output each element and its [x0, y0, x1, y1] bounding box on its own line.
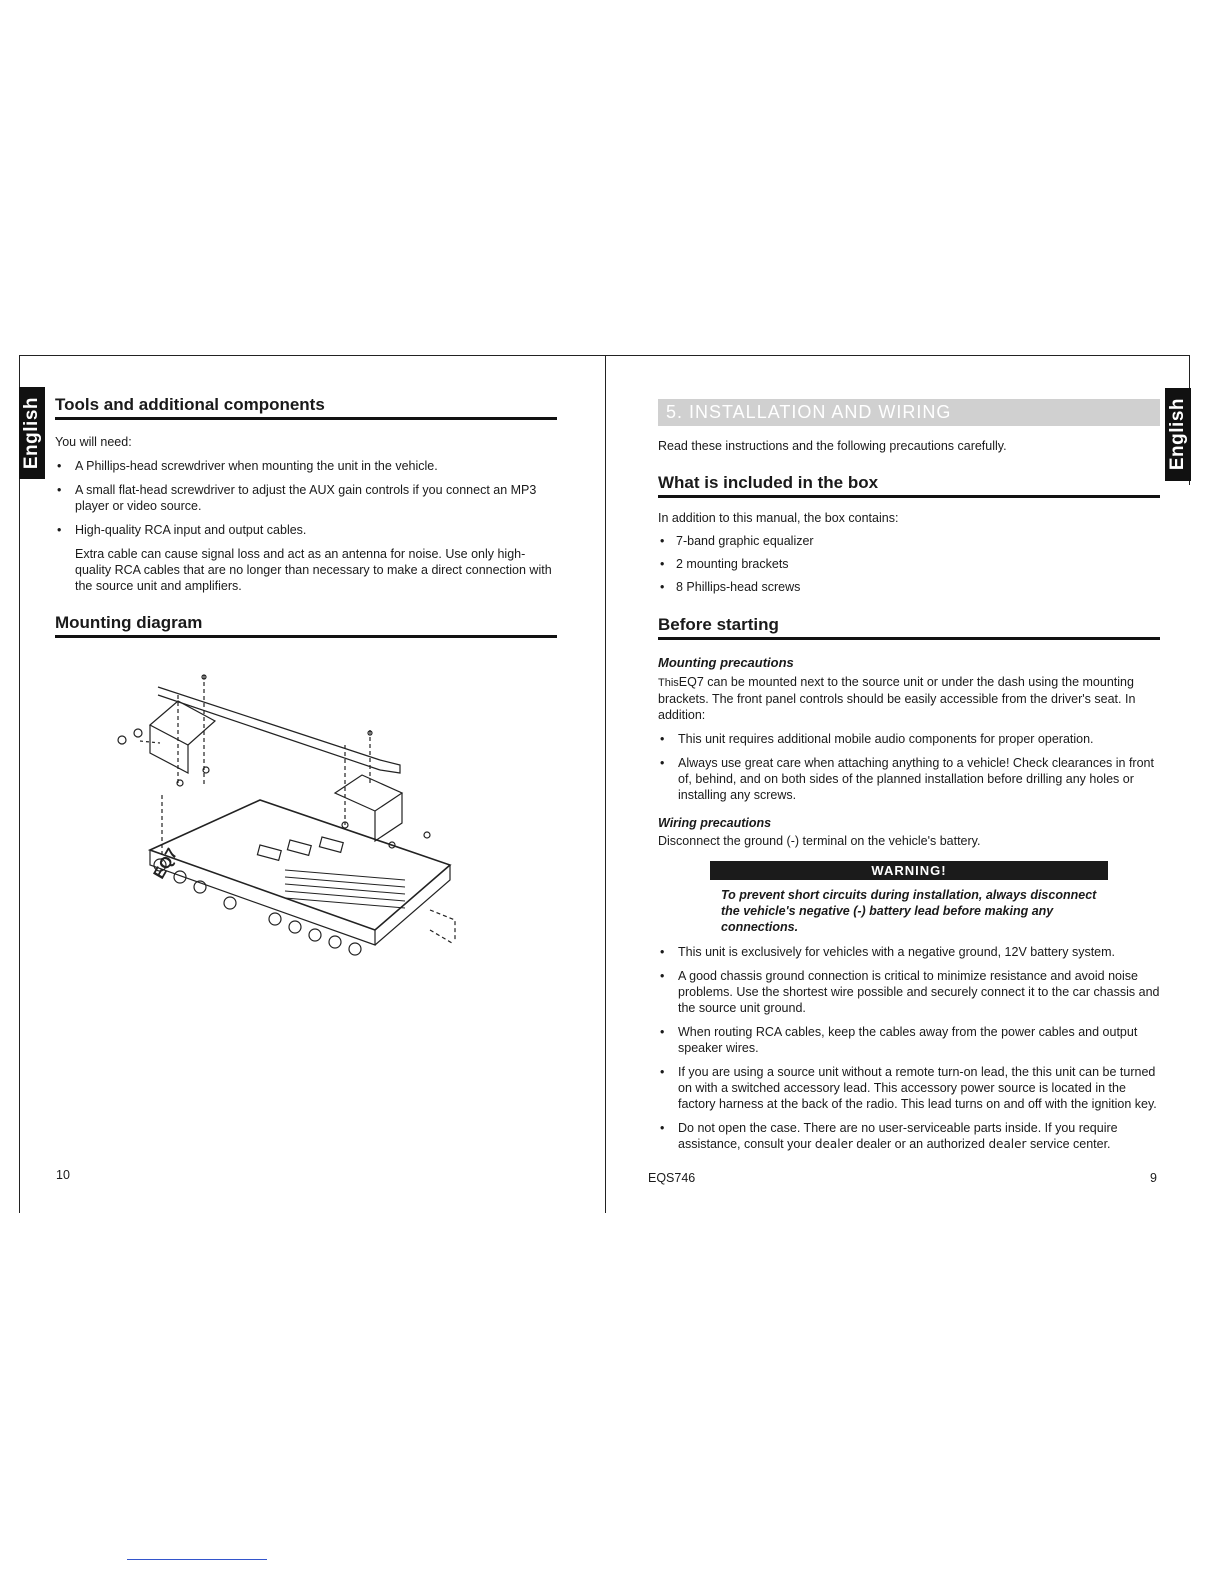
included-intro: In addition to this manual, the box contains:: [658, 511, 899, 525]
list-item: • 8 Phillips-head screws: [658, 579, 1160, 595]
mounting-diagram: [100, 665, 480, 1005]
language-tab-label: English: [1167, 398, 1188, 471]
mounting-precautions-prefix: This: [658, 677, 679, 689]
left-page: [55, 395, 557, 638]
list-item: • If you are using a source unit without a remote turn-on lead, the this unit can be turned on with a switched accessory lead. This accessory power source is located in the factory harness at the back of the radio. This lead turns on and off with the ignition key.: [658, 1064, 1160, 1112]
list-item: • This unit requires additional mobile audio components for proper operation.: [658, 731, 1160, 747]
tools-list: [55, 458, 557, 538]
list-item: • A Phillips-head screwdriver when mounting the unit in the vehicle.: [55, 458, 557, 474]
page-number-right: 9: [1150, 1171, 1157, 1185]
language-tab-right: [1165, 388, 1191, 481]
model-number: EQS746: [648, 1171, 696, 1185]
included-list: [658, 533, 1160, 595]
included-heading: What is included in the box: [658, 473, 1160, 498]
last-item-text-c: service center.: [1029, 1137, 1111, 1151]
section-banner: 5. INSTALLATION AND WIRING: [658, 399, 1160, 426]
wiring-precautions-text: Disconnect the ground (-) terminal on the vehicle's battery.: [658, 834, 981, 848]
page-spread-divider: [605, 355, 606, 1213]
language-tab-label: English: [21, 396, 42, 470]
before-starting-heading: Before starting: [658, 615, 1160, 640]
last-item-text-b: dealer or an authorized: [856, 1137, 985, 1151]
warning-text: To prevent short circuits during installation, always disconnect the vehicle's negative (-) battery lead before making any connections.: [721, 888, 1097, 934]
list-item: • A small flat-head screwdriver to adjust the AUX gain controls if you connect an MP3 player or video source.: [55, 482, 557, 514]
list-item: • High-quality RCA input and output cables.: [55, 522, 557, 538]
warning-banner: WARNING!: [710, 861, 1108, 880]
language-tab-left: [19, 387, 45, 479]
list-item: • When routing RCA cables, keep the cables away from the power cables and output speaker wires.: [658, 1024, 1160, 1056]
last-item-text-a: Do not open the case. There are no user-serviceable parts inside. If you require assistance, consult your: [678, 1121, 1118, 1151]
page-number-left: 10: [56, 1168, 70, 1182]
list-item: • Always use great care when attaching anything to a vehicle! Check clearances in front of, behind, and on both sides of the planned installation before drilling any holes or installing any screws.: [658, 755, 1160, 803]
tools-note: Extra cable can cause signal loss and act as an antenna for noise. Use only high-quality RCA cables that are no longer than necessary to make a direct connection with the source unit and amplifiers.: [75, 547, 552, 593]
wiring-precautions-subheading: Wiring precautions: [658, 816, 772, 830]
dealer-brand-word: dealer: [988, 1137, 1027, 1151]
tools-intro: You will need:: [55, 435, 132, 449]
mounting-precautions-list: [658, 731, 1160, 803]
mounting-precautions-subheading: Mounting precautions: [658, 655, 794, 670]
device-logo-label: EQ7: [150, 845, 182, 882]
list-item: • 2 mounting brackets: [658, 556, 1160, 572]
list-item: • This unit is exclusively for vehicles with a negative ground, 12V battery system.: [658, 944, 1160, 960]
list-item: [658, 1120, 1160, 1152]
list-item: • A good chassis ground connection is critical to minimize resistance and avoid noise problems. Use the shortest wire possible and securely connect it to the car chassis and the source unit ground.: [658, 968, 1160, 1016]
footer-link-underline: [127, 1559, 267, 1560]
right-page: [658, 399, 1160, 1152]
install-intro: Read these instructions and the following precautions carefully.: [658, 439, 1007, 453]
list-item: • 7-band graphic equalizer: [658, 533, 1160, 549]
mounting-precautions-text: [658, 674, 1160, 723]
mounting-precautions-body: EQ7 can be mounted next to the source unit or under the dash using the mounting brackets. The front panel controls should be easily accessible from the driver's seat. In addition:: [658, 675, 1136, 722]
page-border-left: [19, 355, 20, 1213]
tools-heading: Tools and additional components: [55, 395, 557, 420]
wiring-precautions-list: [658, 944, 1160, 1152]
dealer-brand-word: dealer: [814, 1137, 853, 1151]
mounting-heading: Mounting diagram: [55, 613, 557, 638]
